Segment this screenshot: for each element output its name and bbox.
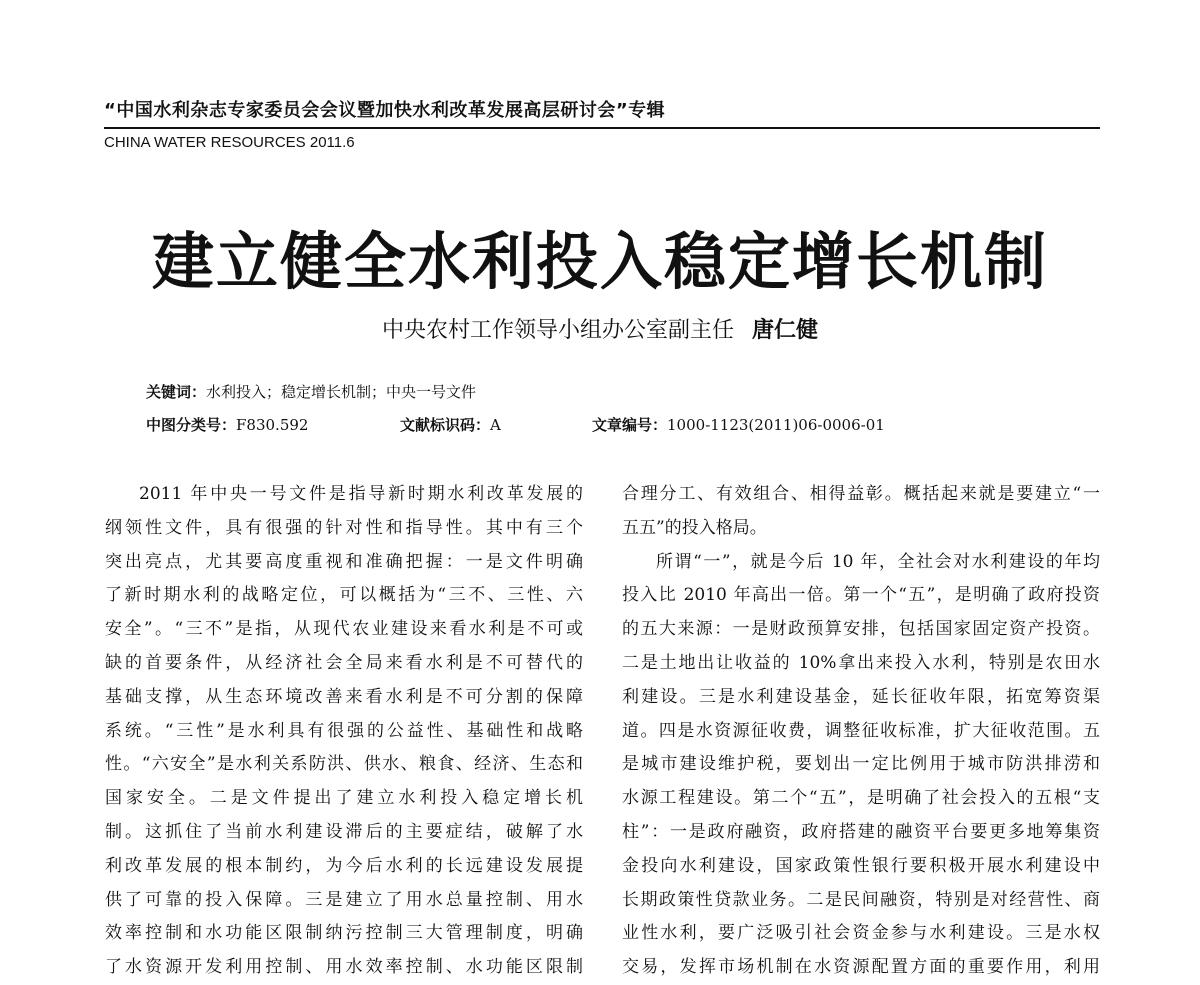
- text-line: 金投向水利建设，国家政策性银行要积极开展水利建设中: [622, 855, 1100, 876]
- article-title: 建立健全水利投入稳定增长机制: [151, 225, 1048, 298]
- keywords-label: 关键词：: [146, 383, 207, 401]
- text-line: 柱”：一是政府融资，政府搭建的融资平台要更多地筹集资: [622, 821, 1100, 842]
- author-name: 唐仁健: [752, 318, 819, 343]
- clc-number: [146, 414, 308, 435]
- author-line: [0, 313, 1200, 344]
- text-line: 缺的首要条件，从经济社会全局来看水利是不可替代的: [105, 652, 583, 673]
- text-line: 性。“六安全”是水利关系防洪、供水、粮食、经济、生态和: [105, 754, 583, 775]
- text-line: 制。这抓住了当前水利建设滞后的主要症结，破解了水: [105, 821, 583, 842]
- author-affiliation: 中央农村工作领导小组办公室副主任: [381, 318, 734, 343]
- text-line: 投入比 2010 年高出一倍。第一个“五”，是明确了政府投资: [622, 585, 1100, 606]
- text-line: 的五大来源：一是财政预算安排，包括国家固定资产投资。: [622, 619, 1100, 640]
- header-divider: [104, 127, 1100, 129]
- text-line: 二是土地出让收益的 10%拿出来投入水利，特别是农田水: [622, 652, 1100, 673]
- text-line: 利改革发展的根本制约，为今后水利的长远建设发展提: [105, 855, 583, 876]
- doc-code-label: 文献标识码：: [400, 416, 491, 434]
- text-line: 国家安全。二是文件提出了建立水利投入稳定增长机: [105, 788, 583, 809]
- body-column-left: [105, 478, 583, 985]
- text-line: 基础支撑，从生态环境改善来看水利是不可分割的保障: [105, 686, 583, 707]
- clc-label: 中图分类号：: [146, 416, 237, 434]
- text-line: 效率控制和水功能区限制纳污控制三大管理制度，明确: [105, 923, 583, 944]
- body-column-right: [622, 478, 1100, 985]
- article-number: [592, 414, 885, 435]
- text-line: 是城市建设维护税，要划出一定比例用于城市防洪排涝和: [622, 754, 1100, 775]
- doc-code-value: A: [490, 416, 501, 434]
- journal-series-header: “中国水利杂志专家委员会会议暨加快水利改革发展高层研讨会”专辑: [104, 100, 666, 121]
- keywords-value: 水利投入；稳定增长机制；中央一号文件: [206, 383, 477, 401]
- text-line: 道。四是水资源征收费，调整征收标准，扩大征收范围。五: [622, 720, 1100, 741]
- document-code: [400, 414, 501, 435]
- text-line: 了水资源开发利用控制、用水效率控制、水功能区限制: [105, 957, 583, 978]
- keywords-line: [146, 381, 476, 402]
- text-line: 长期政策性贷款业务。二是民间融资，特别是对经营性、商: [622, 889, 1100, 910]
- text-line: 2011 年中央一号文件是指导新时期水利改革发展的: [139, 484, 583, 504]
- text-line: 了新时期水利的战略定位，可以概括为“三不、三性、六: [105, 585, 583, 606]
- text-line: 供了可靠的投入保障。三是建立了用水总量控制、用水: [105, 889, 583, 910]
- text-line: 纲领性文件，具有很强的针对性和指导性。其中有三个: [105, 517, 583, 538]
- text-line: 系统。“三性”是水利具有很强的公益性、基础性和战略: [105, 720, 583, 741]
- text-line: 所谓“一”，就是今后 10 年，全社会对水利建设的年均: [656, 551, 1100, 572]
- text-line: 五五”的投入格局。: [622, 517, 767, 538]
- text-line: 利建设。三是水利建设基金，延长征收年限，拓宽筹资渠: [622, 686, 1100, 707]
- article-no-label: 文章编号：: [592, 416, 668, 434]
- clc-value: F830.592: [236, 416, 309, 434]
- text-line: 突出亮点，尤其要高度重视和准确把握：一是文件明确: [105, 551, 583, 572]
- text-line: 水源工程建设。第二个“五”，是明确了社会投入的五根“支: [622, 788, 1100, 809]
- text-line: 业性水利，要广泛吸引社会资金参与水利建设。三是水权: [622, 923, 1100, 944]
- text-line: 合理分工、有效组合、相得益彰。概括起来就是要建立“一: [622, 484, 1100, 504]
- text-line: 交易，发挥市场机制在水资源配置方面的重要作用，利用: [622, 957, 1100, 978]
- article-no-value: 1000-1123(2011)06-0006-01: [667, 416, 885, 434]
- text-line: 安全”。“三不”是指，从现代农业建设来看水利是不可或: [105, 619, 583, 640]
- journal-issue-label: CHINA WATER RESOURCES 2011.6: [104, 134, 355, 151]
